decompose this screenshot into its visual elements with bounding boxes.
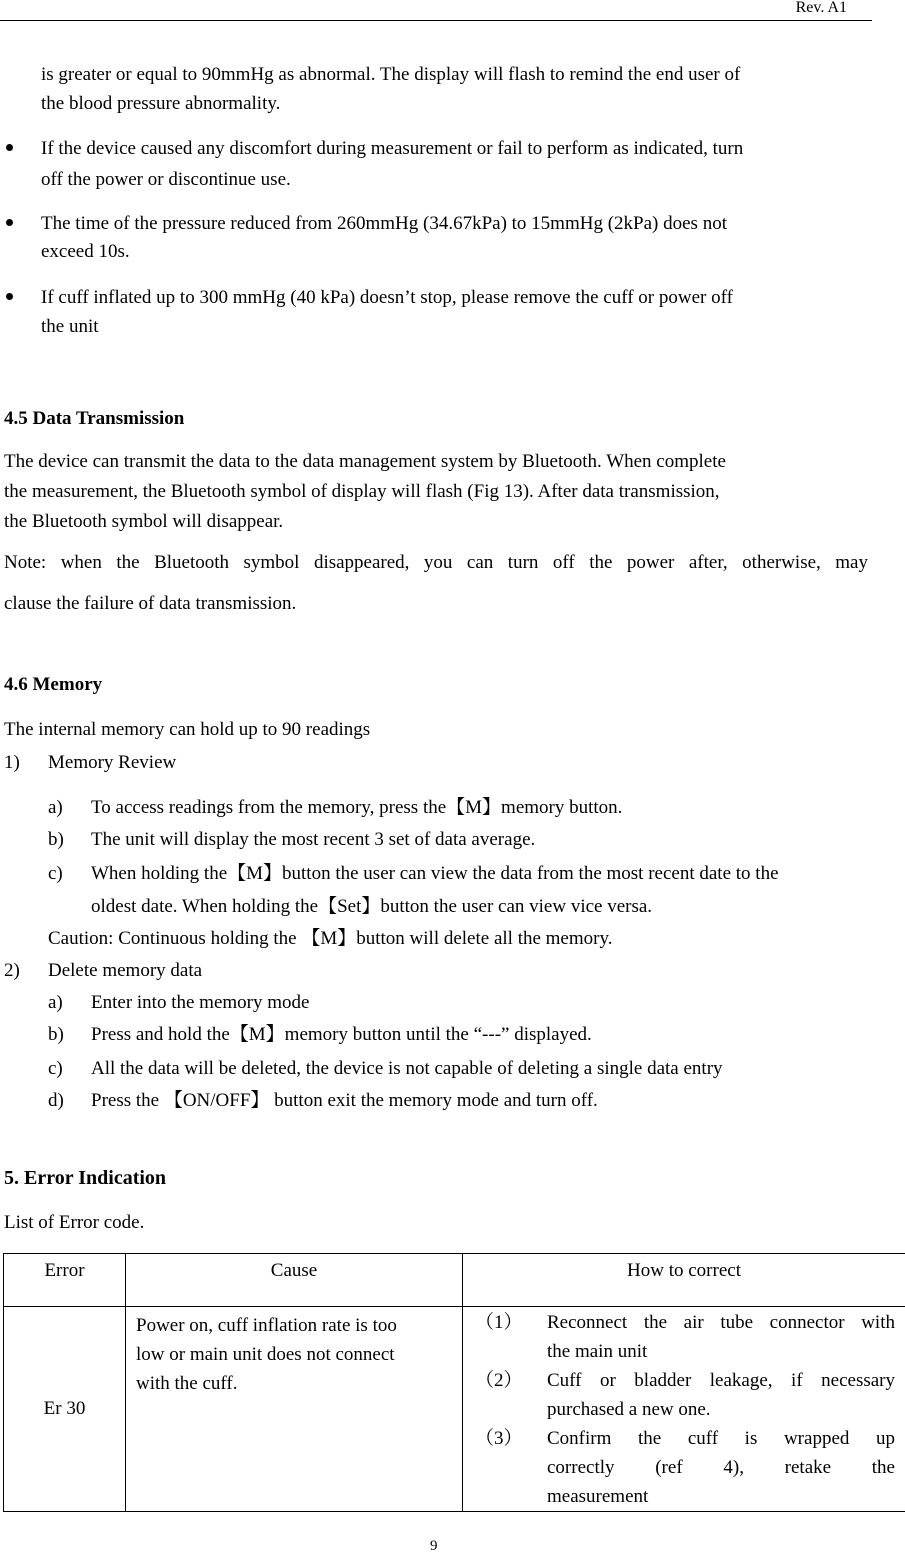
bullet-2-line-1: The time of the pressure reduced from 260mmHg (34.67kPa) to 15mmHg (2kPa) does not: [41, 213, 727, 234]
continuation-line-1: is greater or equal to 90mmHg as abnormal. The display will flash to remind the end user of: [41, 64, 741, 85]
review-item-b-letter: b): [48, 829, 64, 850]
how-to-correct-cell: [463, 1307, 905, 1512]
fix-step-number: （3）: [475, 1428, 523, 1449]
cause-line: low or main unit does not connect: [136, 1344, 395, 1365]
fix-step-line: Reconnect the air tube connector with: [547, 1312, 895, 1333]
table-header-row: [4, 1254, 905, 1307]
section-4-5-para-line-3: the Bluetooth symbol will disappear.: [4, 511, 284, 532]
memory-review-title: Memory Review: [48, 752, 177, 773]
table-row: [4, 1307, 905, 1512]
section-4-5-note-line-1: Note: when the Bluetooth symbol disappeared, you can turn off the power after, otherwise, may: [4, 552, 868, 573]
delete-item-a-text: Enter into the memory mode: [91, 992, 310, 1013]
delete-item-c-text: All the data will be deleted, the device is not capable of deleting a single data entry: [91, 1058, 723, 1079]
memory-caution: Caution: Continuous holding the 【M】button will delete all the memory.: [48, 928, 613, 949]
cause-line: with the cuff.: [136, 1373, 238, 1394]
delete-item-b-text: Press and hold the【M】memory button until the “---” displayed.: [91, 1024, 592, 1045]
cause-line: Power on, cuff inflation rate is too: [136, 1315, 397, 1336]
error-code-cell: [4, 1307, 126, 1512]
memory-intro: The internal memory can hold up to 90 readings: [4, 719, 371, 740]
fix-step-number: （1）: [475, 1312, 523, 1333]
fix-step-line: purchased a new one.: [547, 1399, 711, 1420]
fix-step-line: measurement: [547, 1486, 649, 1507]
review-item-a-letter: a): [48, 797, 63, 818]
delete-memory-number: 2): [4, 960, 20, 981]
bullet-icon: [6, 144, 13, 151]
memory-review-number: 1): [4, 752, 20, 773]
section-4-5-note-line-2: clause the failure of data transmission.: [4, 593, 297, 614]
continuation-line-2: the blood pressure abnormality.: [41, 93, 281, 114]
fix-step-line: Confirm the cuff is wrapped up: [547, 1428, 895, 1449]
fix-step-line: correctly (ref 4), retake the: [547, 1457, 895, 1478]
delete-item-d-letter: d): [48, 1090, 64, 1111]
review-item-c-letter: c): [48, 863, 63, 884]
error-code-table: [3, 1253, 905, 1512]
review-item-c-line-2: oldest date. When holding the【Set】button the user can view vice versa.: [91, 896, 653, 917]
bullet-icon: [6, 219, 13, 226]
bullet-1-line-1: If the device caused any discomfort during measurement or fail to perform as indicated, turn: [41, 138, 744, 159]
bullet-2-line-2: exceed 10s.: [41, 241, 130, 262]
fix-step-2: [463, 1366, 905, 1424]
bullet-3-line-2: the unit: [41, 316, 99, 337]
fix-step-line: the main unit: [547, 1341, 648, 1362]
revision-label: Rev. A1: [795, 0, 847, 16]
fix-step-3: [463, 1424, 905, 1511]
section-4-5-heading: 4.5 Data Transmission: [4, 408, 185, 429]
error-list-intro: List of Error code.: [4, 1212, 145, 1233]
fix-step-number: （2）: [475, 1370, 523, 1391]
fix-step-1: [463, 1308, 905, 1366]
error-code: Er 30: [43, 1398, 86, 1419]
header-cause: Cause: [126, 1254, 463, 1307]
delete-item-d-text: Press the 【ON/OFF】 button exit the memory mode and turn off.: [91, 1090, 598, 1111]
section-5-heading: 5. Error Indication: [4, 1167, 167, 1189]
bullet-icon: [6, 293, 13, 300]
delete-item-c-letter: c): [48, 1058, 63, 1079]
bullet-3-line-1: If cuff inflated up to 300 mmHg (40 kPa) doesn’t stop, please remove the cuff or power off: [41, 287, 733, 308]
delete-item-b-letter: b): [48, 1024, 64, 1045]
page-number: 9: [430, 1538, 438, 1554]
bullet-1-line-2: off the power or discontinue use.: [41, 169, 291, 190]
review-item-a-text: To access readings from the memory, press the【M】memory button.: [91, 797, 623, 818]
header-rule: [0, 20, 872, 21]
header-error: Error: [4, 1254, 126, 1307]
section-4-6-heading: 4.6 Memory: [4, 674, 103, 695]
fix-step-line: Cuff or bladder leakage, if necessary: [547, 1370, 895, 1391]
section-4-5-para-line-1: The device can transmit the data to the data management system by Bluetooth. When complete: [4, 451, 726, 472]
review-item-b-text: The unit will display the most recent 3 set of data average.: [91, 829, 536, 850]
delete-item-a-letter: a): [48, 992, 63, 1013]
header-how-to-correct: How to correct: [463, 1254, 905, 1307]
delete-memory-title: Delete memory data: [48, 960, 203, 981]
section-4-5-para-line-2: the measurement, the Bluetooth symbol of display will flash (Fig 13). After data transmission,: [4, 481, 720, 502]
review-item-c-line-1: When holding the【M】button the user can view the data from the most recent date to the: [91, 863, 779, 884]
cause-cell: [126, 1307, 463, 1512]
